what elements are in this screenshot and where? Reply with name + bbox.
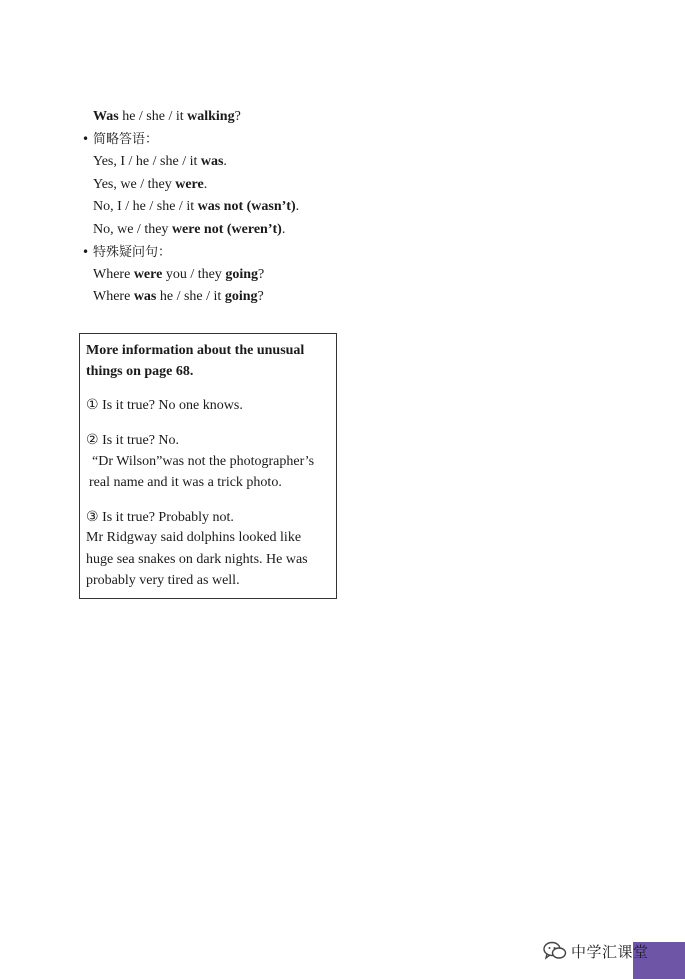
wh-question-pre: Where xyxy=(93,289,134,304)
short-answer-row xyxy=(93,221,285,239)
info-box-title: things on page 68. xyxy=(86,364,194,379)
question-aux: Was xyxy=(93,109,119,124)
bullet-icon: • xyxy=(82,245,90,259)
wh-question-post: ? xyxy=(258,267,265,282)
wh-question-aux: were xyxy=(133,267,163,282)
question-verb: walking xyxy=(187,109,235,124)
info-item-2-line: real name and it was a trick photo. xyxy=(89,475,282,490)
wh-question-pre: Where xyxy=(93,267,134,282)
wh-question-aux: was xyxy=(133,289,157,304)
wh-question-mid: he / she / it xyxy=(156,289,225,304)
short-answer-verb: were xyxy=(175,177,204,192)
short-answer-post: . xyxy=(281,222,286,237)
item-marker: ② xyxy=(86,432,99,448)
short-answer-post: . xyxy=(295,199,300,214)
item-text: Is it true? No. xyxy=(98,433,180,448)
info-box xyxy=(79,333,337,599)
info-item-3 xyxy=(86,508,234,527)
question-middle: he / she / it xyxy=(118,109,188,124)
item-marker: ③ xyxy=(86,509,99,525)
info-item-2 xyxy=(86,431,179,450)
question-end: ? xyxy=(234,109,241,124)
wh-question-row xyxy=(93,288,264,306)
short-answer-pre: Yes, we / they xyxy=(93,177,176,192)
info-item-3-line: probably very tired as well. xyxy=(86,573,240,588)
wh-question-verb: going xyxy=(224,289,258,304)
wh-question-row xyxy=(93,266,264,284)
wh-questions-heading-text: 特殊疑问句： xyxy=(93,245,172,260)
short-answers-heading xyxy=(82,130,158,149)
short-answer-post: . xyxy=(223,154,227,169)
short-answer-verb: was not (wasn’t) xyxy=(197,199,296,214)
wh-question-verb: going xyxy=(225,267,258,282)
short-answer-verb: was xyxy=(200,154,224,169)
question-line xyxy=(93,108,241,126)
info-item-1 xyxy=(86,396,243,415)
watermark xyxy=(543,939,649,963)
item-text: Is it true? Probably not. xyxy=(98,510,234,525)
info-item-3-line: Mr Ridgway said dolphins looked like xyxy=(86,530,302,545)
short-answer-post: . xyxy=(203,177,208,192)
info-box-title: More information about the unusual xyxy=(86,343,305,358)
item-marker: ① xyxy=(86,397,99,413)
wh-question-mid: you / they xyxy=(162,267,226,282)
short-answer-row xyxy=(93,176,207,194)
short-answer-pre: No, I / he / she / it xyxy=(93,199,198,214)
info-item-3-line: huge sea snakes on dark nights. He was xyxy=(86,552,308,567)
short-answer-row xyxy=(93,153,227,171)
watermark-text: 中学汇课堂 xyxy=(571,942,649,961)
item-text: Is it true? No one knows. xyxy=(98,398,243,413)
wechat-icon xyxy=(543,941,567,961)
info-item-2-line: “Dr Wilson”was not the photographer’s xyxy=(92,454,315,469)
short-answer-verb: were not (weren’t) xyxy=(171,222,282,237)
bullet-icon: • xyxy=(82,132,90,146)
wh-question-post: ? xyxy=(257,289,264,304)
short-answer-pre: Yes, I / he / she / it xyxy=(93,154,201,169)
short-answer-pre: No, we / they xyxy=(93,222,172,237)
wh-questions-heading xyxy=(82,243,171,262)
short-answer-row xyxy=(93,198,299,216)
short-answers-heading-text: 简略答语： xyxy=(93,132,159,147)
